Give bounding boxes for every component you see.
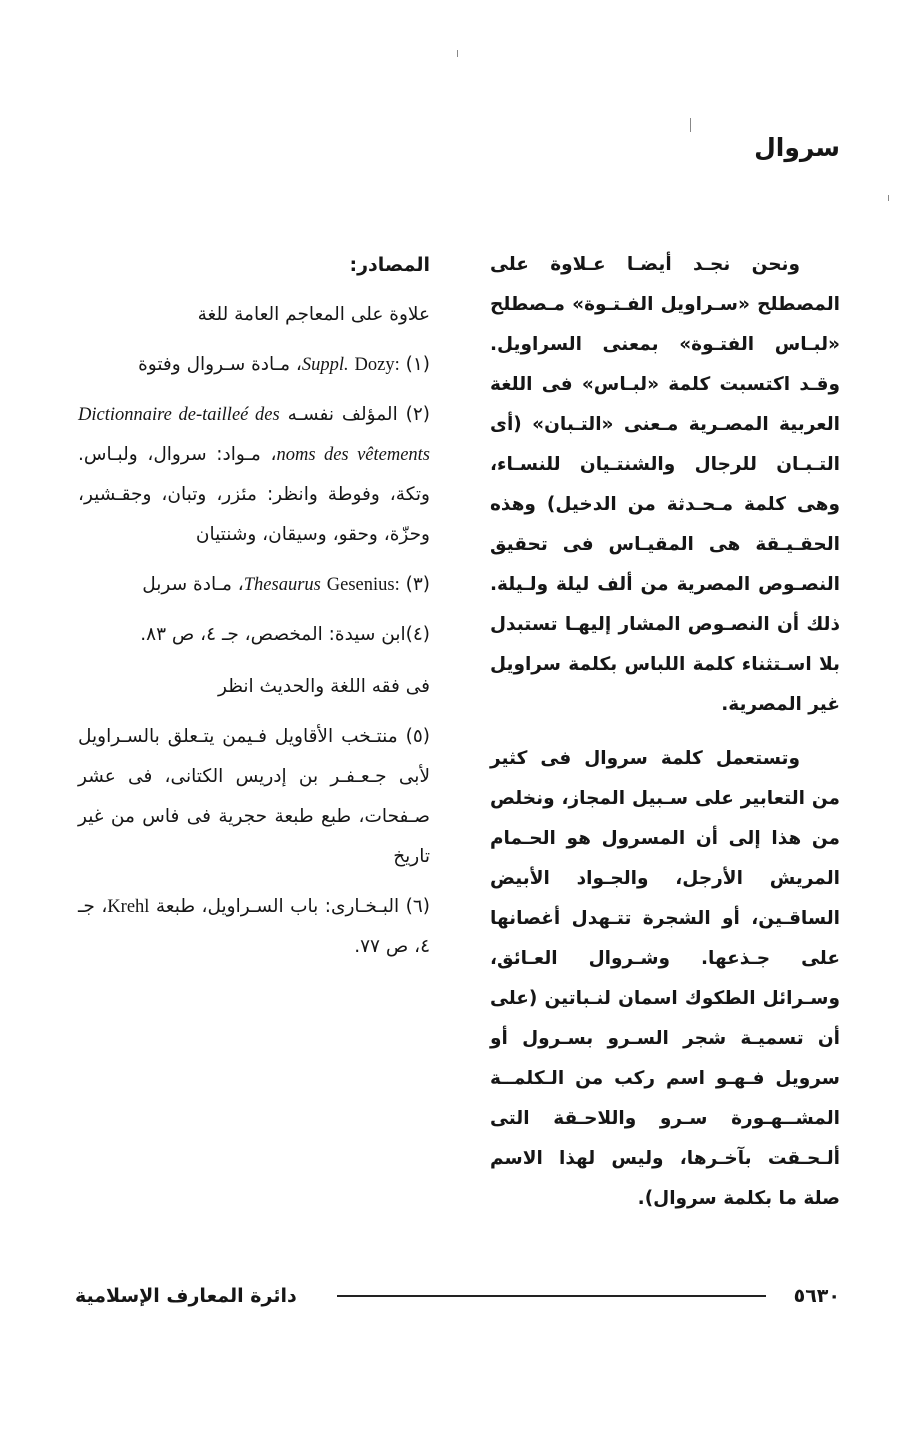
- main-paragraph: وتستعمل كلمة سروال فى كثير من التعابير على سـبيل المجاز، ونخلص من هذا إلى أن المسرول هو الحـمام المريش الأرجل، والجـواد الأبيض الساقـين، أو الشجرة تتـهدل أغصانها على جـذعها. وشـروال العـائق، وسـرائل الطكوك اسمان لنـباتين (على أن تسميـة شجر السـرو بسـرول أو سرويل فـهـو اسم ركب من الـكلمــة المشــهـورة سـرو واللاحـقة التى ألـحـقت بآخـرها، وليس لهذا الاسم صلة ما بكلمة سروال).: [490, 748, 840, 1209]
- sources-subheading: فى فقه اللغة والحديث انظر: [217, 676, 430, 697]
- main-text-column: [490, 245, 840, 1219]
- sources-column: [78, 245, 430, 967]
- entry-work-title: Suppl.: [301, 355, 349, 375]
- entry-number: (٦): [405, 896, 430, 917]
- page-footer: [75, 1278, 840, 1314]
- source-entry-1: [78, 345, 430, 385]
- main-paragraph: ونحن نجـد أيضـا عـلاوة على المصطلح «سـراويل الفـتـوة» مـصطلح «لبـاس الفتـوة» بمعنى السراويل. وقـد اكتسبت كلمة «لبـاس» فى اللغة العربية المصـرية مـعنى «التـبان» (أى التـبـان للرجال والشنتـيان للنسـاء، وهى كلمة مـحـدثة من الدخيل) وهذه الحقـيـقة هى المقيـاس فى تحقيق النصـوص المصرية من ألف ليلة ولـيلة. ذلك أن النصـوص المشار إليهـا تستبدل بلا اسـتثناء كلمة اللباس بكلمة سراويل غير المصرية.: [490, 254, 840, 715]
- entry-work-title: Dictionnaire de-tailleé des noms des vêtements: [78, 405, 431, 465]
- source-entry-4: [78, 615, 430, 655]
- sources-intro: علاوة على المعاجم العامة للغة: [197, 304, 430, 325]
- footer-rule: [337, 1295, 766, 1297]
- entry-publisher: Krehl: [107, 897, 150, 917]
- scan-mark: [457, 50, 458, 57]
- journal-title: دائرة المعارف الإسلامية: [75, 1285, 297, 1307]
- entry-number: (١): [405, 354, 430, 375]
- entry-text: ابن سيدة: المخصص، جـ ٤، ص ٨٣.: [140, 624, 406, 645]
- entry-text: البـخـارى: باب السـراويل، طبعة: [155, 896, 400, 917]
- entry-number: (٤): [405, 624, 430, 645]
- source-entry-3: [78, 565, 430, 605]
- source-entry-6: [78, 887, 430, 967]
- entry-text: المؤلف نفسـه: [287, 404, 398, 425]
- running-header-entry-word: سروال: [754, 133, 840, 162]
- entry-number: (٣): [405, 574, 430, 595]
- sources-heading: المصادر:: [349, 254, 430, 276]
- entry-number: (٢): [405, 404, 431, 425]
- source-entry-2: [78, 395, 430, 555]
- entry-number: (٥): [405, 726, 430, 747]
- entry-text: منتـخب الأقاويل فـيمن يتـعلق بالسـراويل لأبى جـعـفـر بن إدريس الكتانى، فى عشر صـفحات، طبع طبعة حجرية فى فاس من غير تاريخ: [78, 726, 430, 867]
- entry-text: ، جـ ٤، ص ٧٧.: [78, 896, 430, 957]
- entry-text: ، مـواد: سروال، ولبـاس. وتكة، وفوطة وانظر: مئزر، وتبان، وجقـشير، وحزّة، وحقو، وسيقان، وشنتيان: [78, 444, 430, 545]
- entry-text: ، مـادة سربل: [142, 574, 244, 595]
- scan-mark: [888, 195, 889, 201]
- entry-work-title: Thesaurus: [243, 575, 321, 595]
- scan-mark: [690, 118, 691, 132]
- page-number: ٥٦٣٠: [793, 1285, 840, 1307]
- entry-text: ، مـادة سـروال وفتوة: [138, 354, 302, 375]
- entry-author: Dozy:: [354, 355, 400, 375]
- entry-author: Gesenius:: [326, 575, 400, 595]
- source-entry-5: [78, 717, 430, 877]
